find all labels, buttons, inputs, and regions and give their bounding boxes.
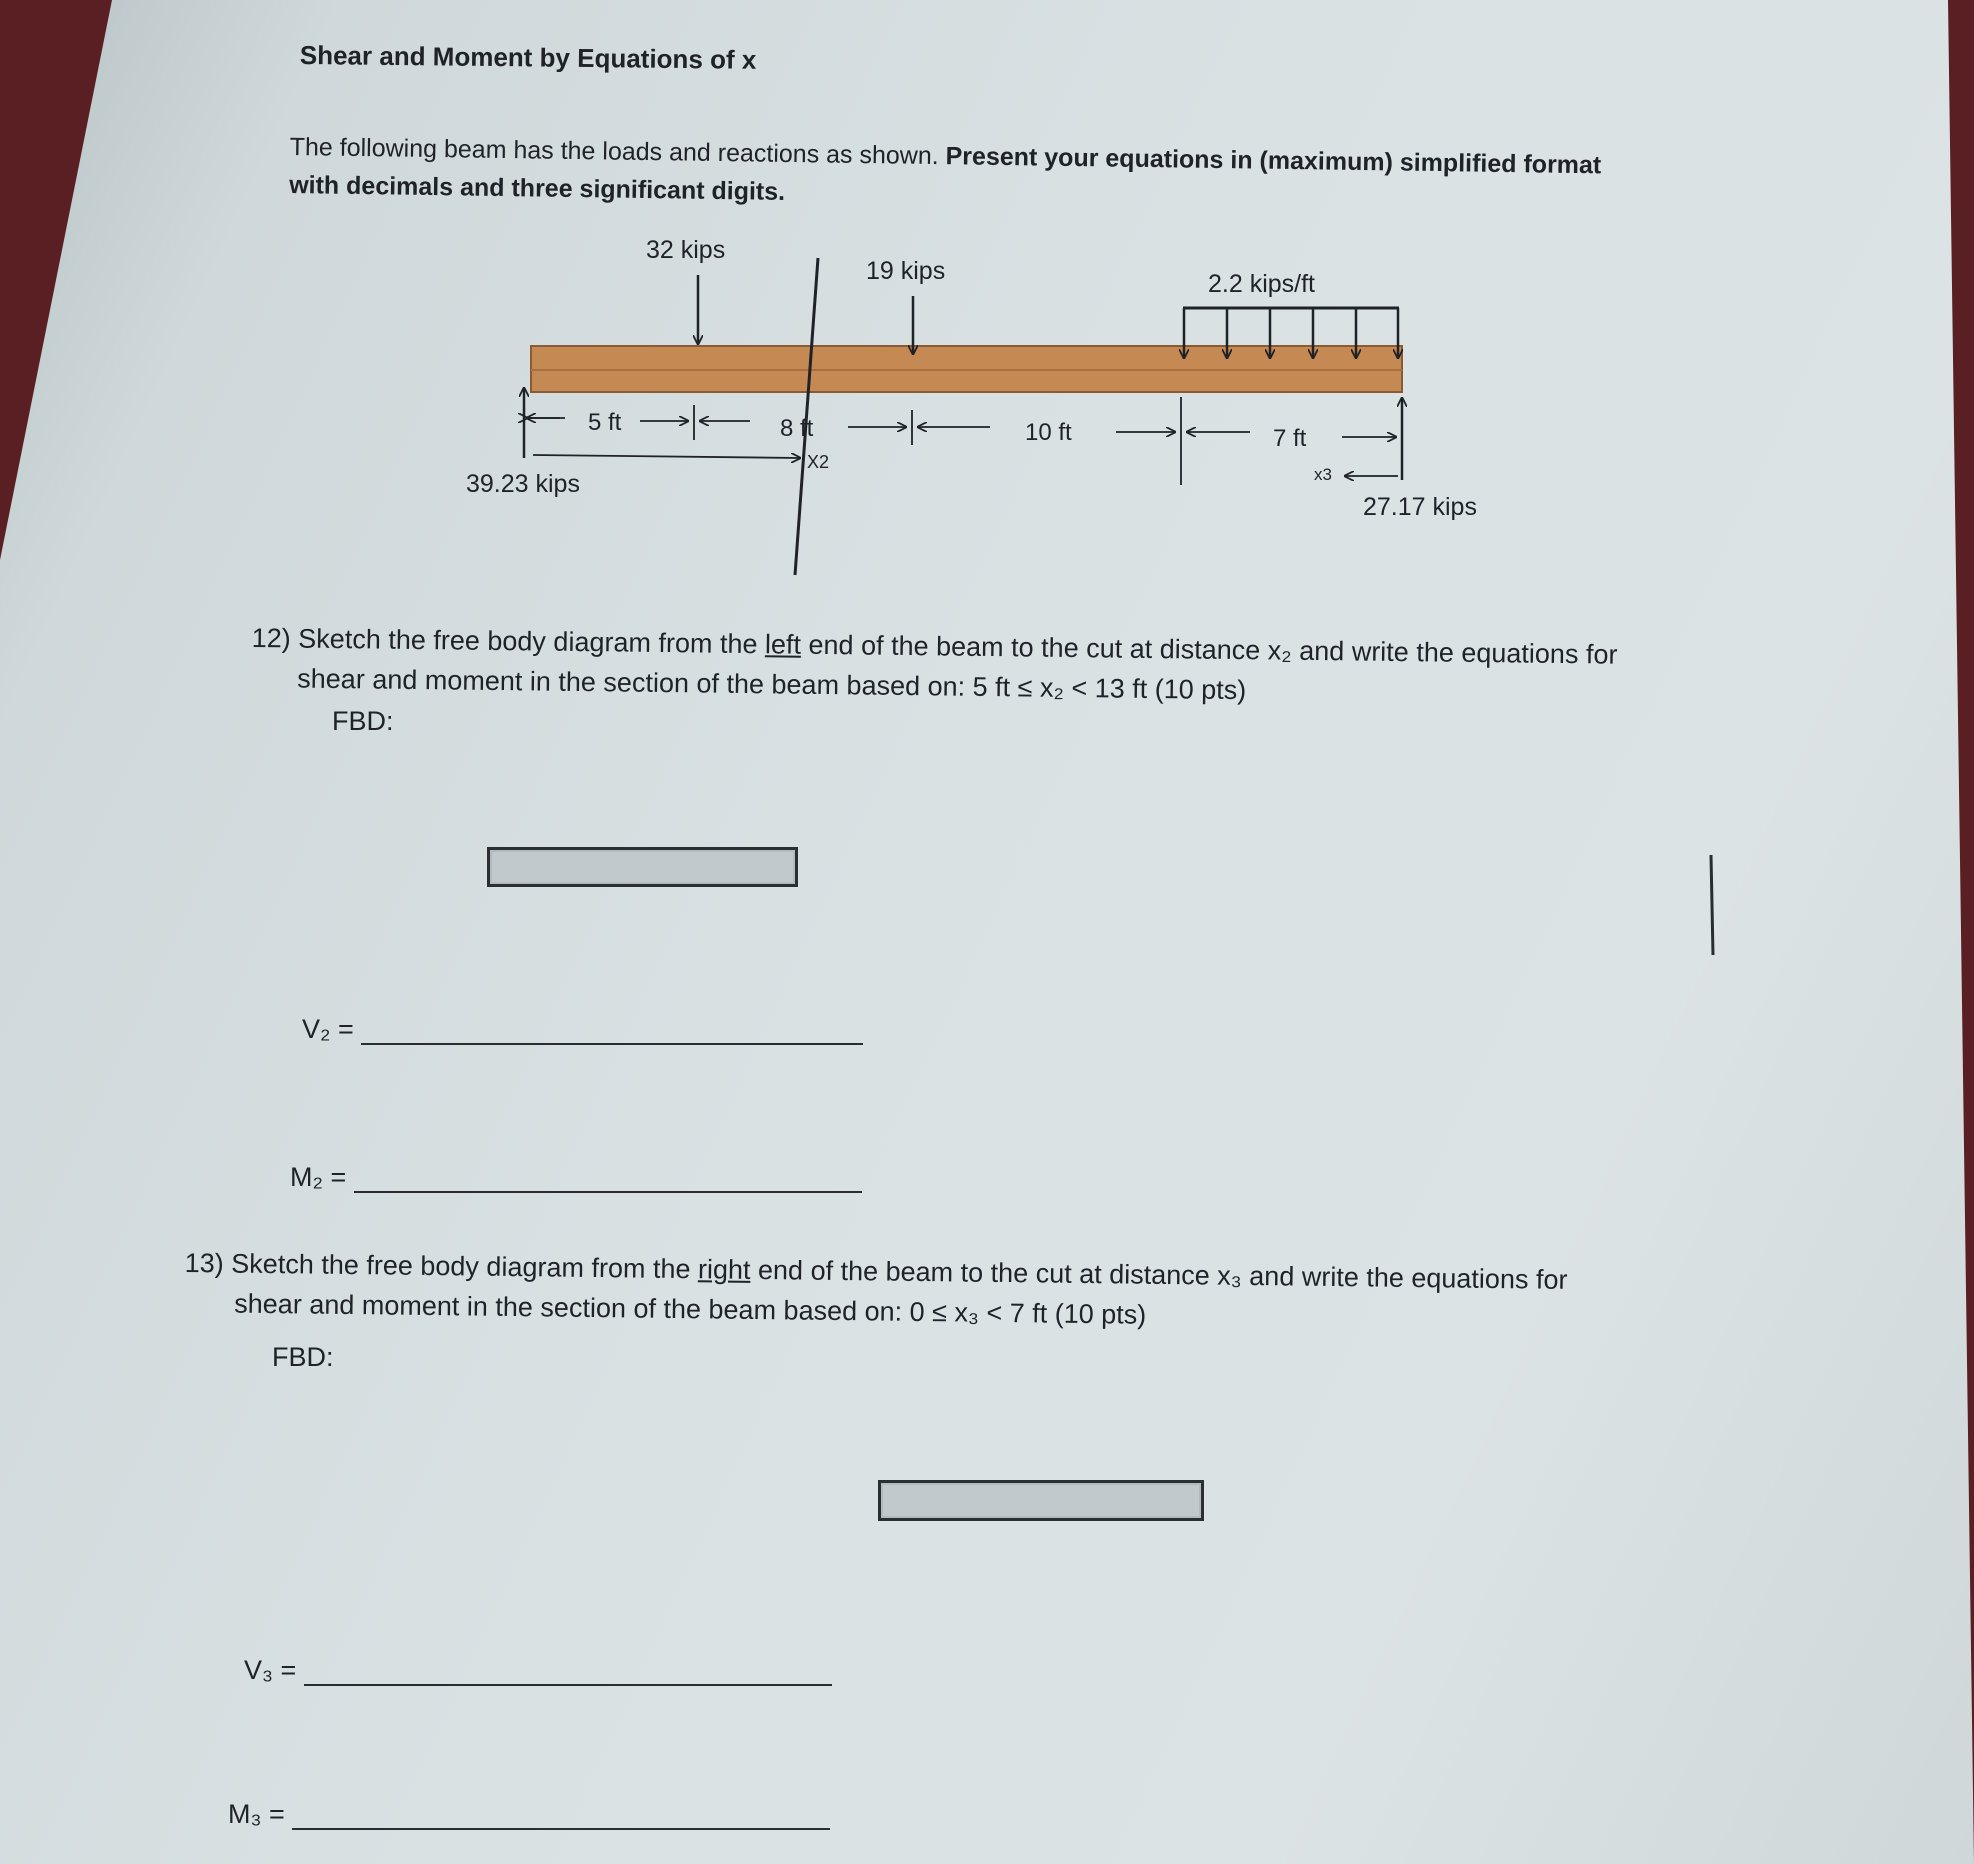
q13-fbd-beam-box [878, 1480, 1204, 1521]
intro-line1-normal: The following beam has the loads and reactions as shown. [289, 132, 946, 171]
dimension-line [527, 397, 1398, 485]
q12-m-label: M₂ = [290, 1162, 347, 1192]
q13-m-equation [228, 1790, 830, 1830]
q12-m-answer-line[interactable] [354, 1153, 862, 1193]
q13-underline-right: right [697, 1254, 751, 1285]
point-load-32-label: 32 kips [646, 236, 726, 264]
cut-x3-label: x3 [1314, 465, 1332, 484]
q12-fbd-beam-box [487, 847, 798, 887]
left-reaction-label: 39.23 kips [466, 470, 580, 498]
q13-v-equation [244, 1646, 832, 1686]
distributed-load-label: 2.2 kips/ft [1208, 270, 1315, 298]
q12-m-equation [290, 1153, 862, 1193]
q13-line2: shear and moment in the section of the beam based on: 0 ≤ x₃ < 7 ft (10 pts) [234, 1288, 1147, 1330]
q13-v-label: V₃ = [244, 1655, 297, 1685]
q13-line1-b: end of the beam to the cut at distance x₃ and write the equations for [750, 1254, 1568, 1295]
q13-m-answer-line[interactable] [292, 1790, 830, 1830]
q12-text [251, 618, 1618, 715]
point-load-19-label: 19 kips [866, 257, 946, 285]
intro-line1-bold: Present your equations in (maximum) simplified format [945, 142, 1602, 180]
right-reaction-label: 27.17 kips [1363, 493, 1477, 521]
q13-v-answer-line[interactable] [304, 1646, 832, 1686]
q12-v-answer-line[interactable] [361, 1005, 863, 1045]
cut-x2-label: X2 [807, 452, 830, 472]
dim-5ft-label: 5 ft [588, 409, 622, 436]
q12-v-equation [302, 1005, 863, 1045]
intro-line2-bold: with decimals and three significant digits. [289, 170, 786, 206]
q12-line2: shear and moment in the section of the beam based on: 5 ft ≤ x₂ < 13 ft (10 pts) [297, 663, 1247, 706]
q12-fbd-label: FBD: [332, 706, 394, 736]
q12-underline-left: left [764, 629, 802, 660]
pen-mark [1711, 855, 1713, 955]
dim-8ft-label: 8 ft [780, 415, 814, 442]
dim-10ft-label: 10 ft [1025, 419, 1072, 446]
page-title: Shear and Moment by Equations of x [299, 40, 757, 75]
q13-m-label: M₃ = [228, 1799, 285, 1829]
q12-v-label: V₂ = [302, 1014, 354, 1044]
q13-line1-a: 13) Sketch the free body diagram from the [184, 1247, 699, 1285]
q13-fbd-label: FBD: [272, 1342, 334, 1372]
q12-line1-b: end of the beam to the cut at distance x₂ and write the equations for [800, 629, 1618, 670]
q13-text [184, 1243, 1568, 1340]
q12-line1-a: 12) Sketch the free body diagram from the [251, 622, 766, 660]
dim-7ft-label: 7 ft [1273, 425, 1307, 452]
